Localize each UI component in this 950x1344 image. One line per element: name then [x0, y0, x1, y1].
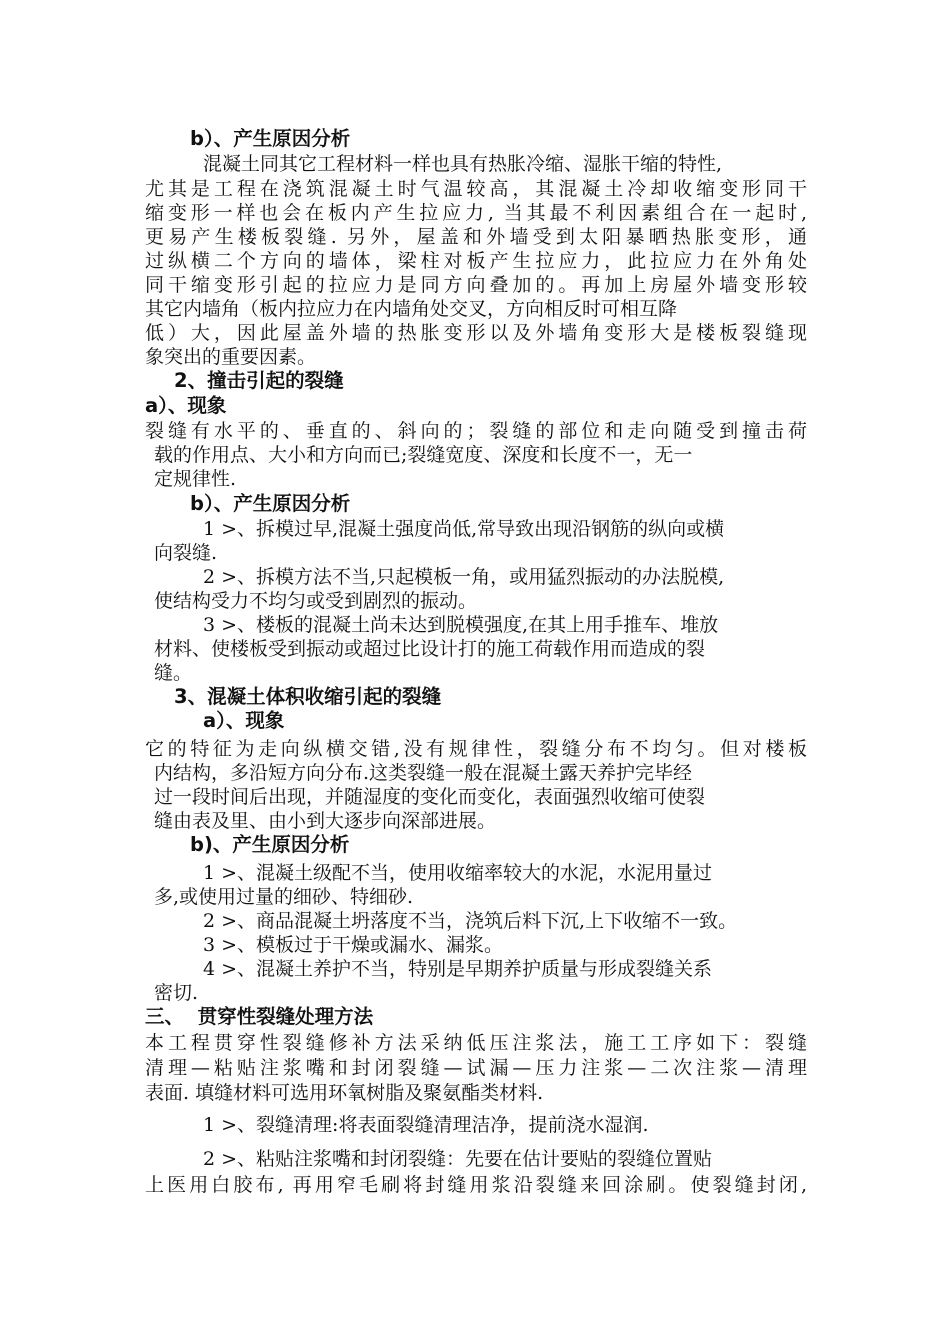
paragraph-line: 清理—粘贴注浆嘴和封闭裂缝—试漏—压力注浆—二次注浆—清理	[145, 1057, 807, 1079]
section-heading-shrinkage-cracks: 3、混凝土体积收缩引起的裂缝	[174, 685, 442, 708]
subheading-phenomenon: a）、现象	[145, 394, 227, 417]
list-item-continuation: 上医用白胶布, 再用窄毛刷将封缝用浆沿裂缝来回涂刷。使裂缝封闭,	[145, 1174, 807, 1196]
paragraph-line: 混凝土同其它工程材料一样也具有热胀冷缩、湿胀干缩的特性,	[203, 153, 723, 175]
list-item: 4 >、混凝土养护不当，特别是早期养护质量与形成裂缝关系	[203, 958, 713, 980]
paragraph-line: 表面. 填缝材料可选用环氧树脂及聚氨酯类材料.	[145, 1082, 544, 1104]
subheading-phenomenon: a）、现象	[203, 709, 285, 732]
paragraph-line: 本工程贯穿性裂缝修补方法采纳低压注浆法，施工工序如下：裂缝	[145, 1032, 807, 1054]
paragraph-line: 它的特征为走向纵横交错,没有规律性，裂缝分布不均匀。但对楼板	[145, 738, 807, 760]
list-item-continuation: 向裂缝.	[154, 542, 218, 564]
subheading-cause-analysis: b）、产生原因分析	[190, 492, 351, 515]
paragraph-line: 低）大，因此屋盖外墙的热胀变形以及外墙角变形大是楼板裂缝现	[145, 322, 807, 344]
paragraph-line: 更易产生楼板裂缝. 另外，屋盖和外墙受到太阳暴晒热胀变形，通	[145, 226, 807, 248]
paragraph-line: 缩变形一样也会在板内产生拉应力, 当其最不利因素组合在一起时,	[145, 202, 807, 224]
list-item: 1 >、混凝土级配不当，使用收缩率较大的水泥，水泥用量过	[203, 862, 713, 884]
list-item: 2 >、拆模方法不当,只起模板一角，或用猛烈振动的办法脱模,	[203, 566, 725, 588]
subheading-cause-analysis: b）、产生原因分析	[190, 127, 351, 150]
list-item-continuation: 密切.	[154, 982, 199, 1004]
paragraph-line: 缝由表及里、由小到大逐步向深部进展。	[154, 810, 497, 832]
list-item: 2 >、商品混凝土坍落度不当，浇筑后料下沉,上下收缩不一致。	[203, 910, 738, 932]
section-heading-impact-cracks: 2、撞击引起的裂缝	[174, 369, 344, 392]
list-item-continuation: 缝。	[154, 662, 193, 684]
list-item: 3 >、模板过于干燥或漏水、漏浆。	[203, 934, 504, 956]
section-heading-penetrating-crack-treatment: 三、 贯穿性裂缝处理方法	[145, 1005, 374, 1028]
paragraph-line: 过纵横二个方向的墙体，梁柱对板产生拉应力，此拉应力在外角处	[145, 250, 807, 272]
list-item: 1 >、裂缝清理:将表面裂缝清理洁净，提前浇水湿润.	[203, 1114, 649, 1136]
paragraph-line: 象突出的重要因素。	[145, 346, 317, 368]
list-item: 2 >、粘贴注浆嘴和封闭裂缝：先要在估计要贴的裂缝位置贴	[203, 1148, 713, 1170]
list-item-continuation: 使结构受力不均匀或受到剧烈的振动。	[154, 590, 478, 612]
paragraph-line: 同干缩变形引起的拉应力是同方向叠加的。再加上房屋外墙变形较	[145, 274, 807, 296]
paragraph-line: 载的作用点、大小和方向而已;裂缝宽度、深度和长度不一，无一	[154, 444, 693, 466]
list-item-continuation: 材料、使楼板受到振动或超过比设计打的施工荷载作用而造成的裂	[154, 638, 706, 660]
paragraph-line: 过一段时间后出现，并随湿度的变化而变化，表面强烈收缩可使裂	[154, 786, 706, 808]
paragraph-line: 裂缝有水平的、垂直的、斜向的；裂缝的部位和走向随受到撞击荷	[145, 420, 807, 442]
list-item: 1 >、拆模过早,混凝土强度尚低,常导致出现沿钢筋的纵向或横	[203, 518, 725, 540]
subheading-cause-analysis: b)、产生原因分析	[190, 833, 350, 856]
paragraph-line: 其它内墙角（板内拉应力在内墙角处交叉，方向相反时可相互降	[145, 298, 678, 320]
list-item: 3 >、楼板的混凝土尚未达到脱模强度,在其上用手推车、堆放	[203, 614, 719, 636]
paragraph-line: 内结构，多沿短方向分布.这类裂缝一般在混凝土露天养护完毕经	[154, 762, 693, 784]
list-item-continuation: 多,或使用过量的细砂、特细砂.	[154, 886, 414, 908]
paragraph-line: 定规律性.	[154, 468, 237, 490]
paragraph-line: 尤其是工程在浇筑混凝土时气温较高，其混凝土冷却收缩变形同干	[145, 178, 807, 200]
